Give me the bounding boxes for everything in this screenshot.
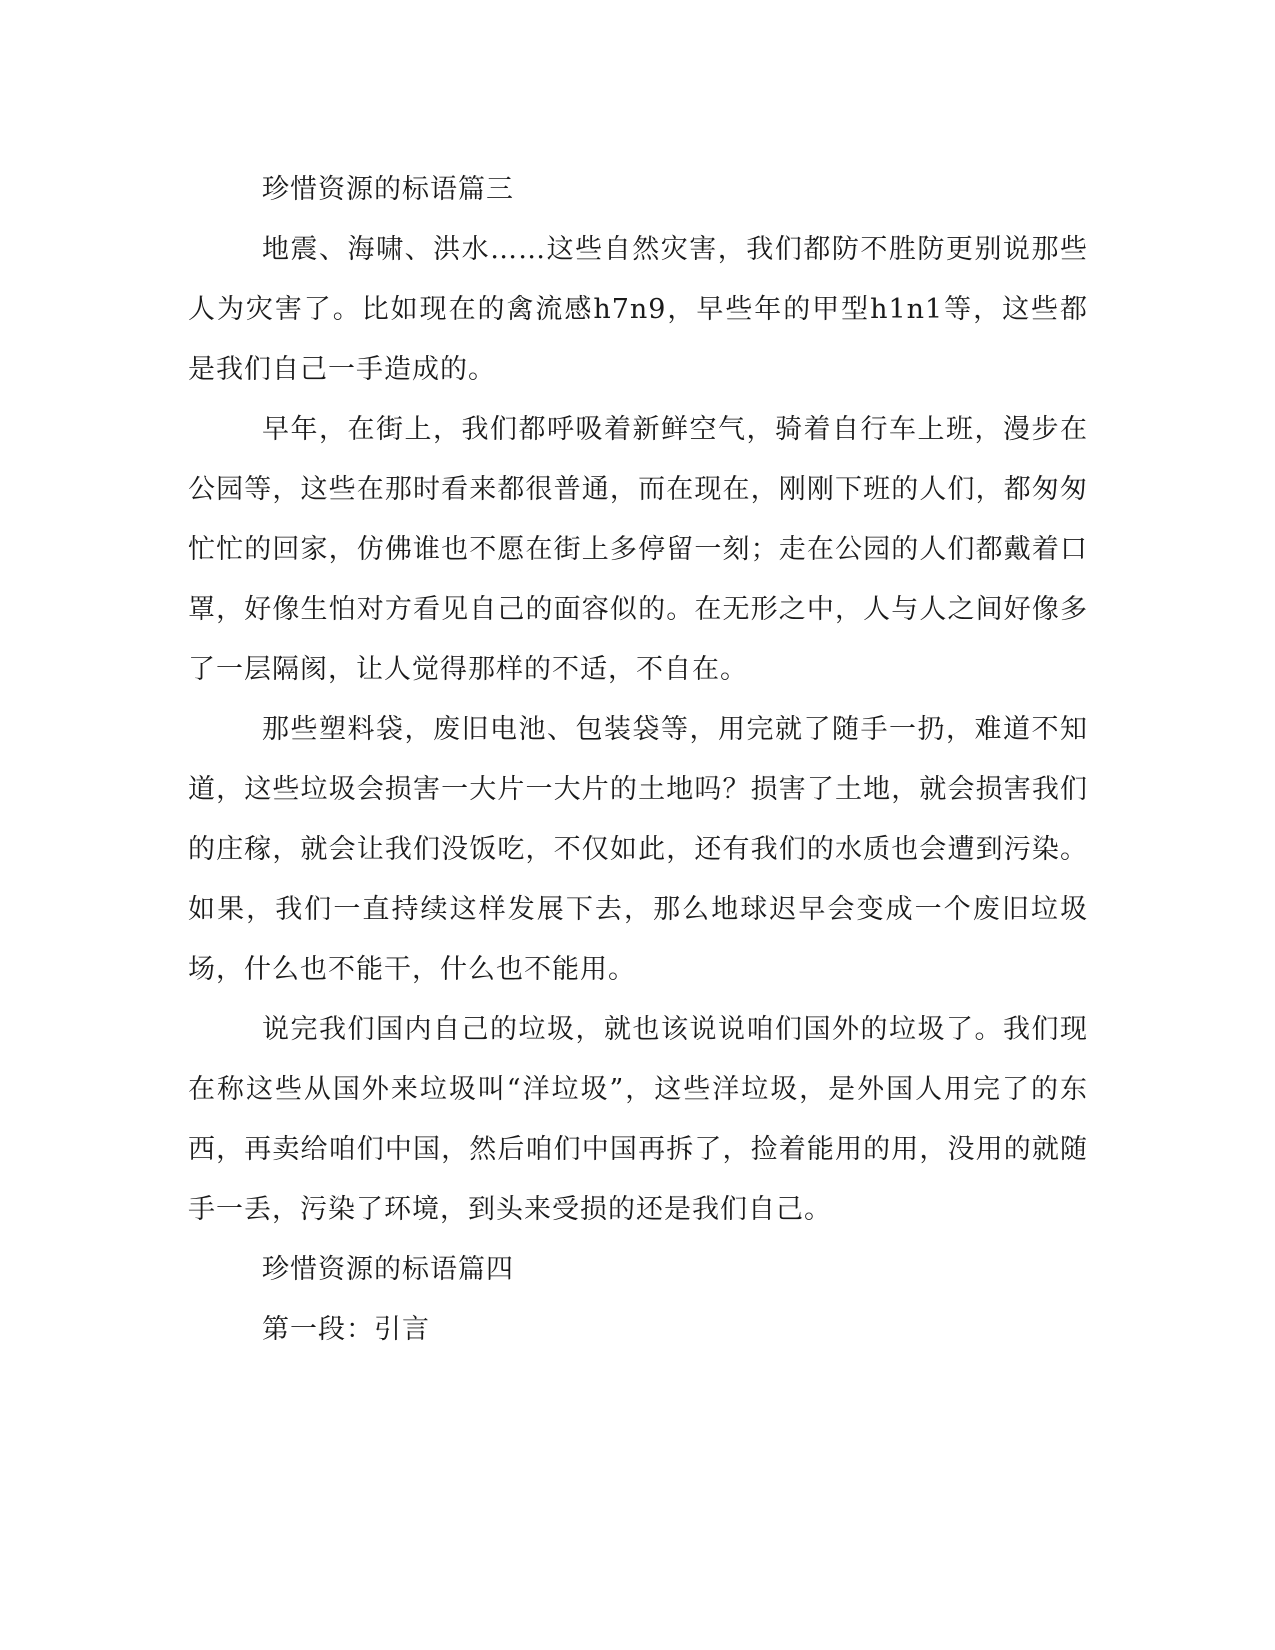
section-title-3: 珍惜资源的标语篇三 [262,174,514,205]
paragraph-3: 那些塑料袋，废旧电池、包装袋等，用完就了随手一扔，难道不知道，这些垃圾会损害一大片一大片的土地吗？损害了土地，就会损害我们的庄稼，就会让我们没饭吃，不仅如此，还有我们的水质也会遭到污染。如果，我们一直持续这样发展下去，那么地球迟早会变成一个废旧垃圾场，什么也不能干，什么也不能用。 [188,714,1088,985]
section-title-4: 珍惜资源的标语篇四 [262,1254,514,1285]
paragraph-4: 说完我们国内自己的垃圾，就也该说说咱们国外的垃圾了。我们现在称这些从国外来垃圾叫“洋垃圾”，这些洋垃圾，是外国人用完了的东西，再卖给咱们中国，然后咱们中国再拆了，捡着能用的用，没用的就随手一丢，污染了环境，到头来受损的还是我们自己。 [188,1014,1088,1225]
section-subheading: 第一段：引言 [262,1314,430,1345]
document-body [188,160,1088,1360]
paragraph-1: 地震、海啸、洪水……这些自然灾害，我们都防不胜防更别说那些人为灾害了。比如现在的禽流感h7n9，早些年的甲型h1n1等，这些都是我们自己一手造成的。 [188,234,1088,385]
paragraph-2: 早年，在街上，我们都呼吸着新鲜空气，骑着自行车上班，漫步在公园等，这些在那时看来都很普通，而在现在，刚刚下班的人们，都匆匆忙忙的回家，仿佛谁也不愿在街上多停留一刻；走在公园的人们都戴着口罩，好像生怕对方看见自己的面容似的。在无形之中，人与人之间好像多了一层隔阂，让人觉得那样的不适，不自在。 [188,414,1088,685]
